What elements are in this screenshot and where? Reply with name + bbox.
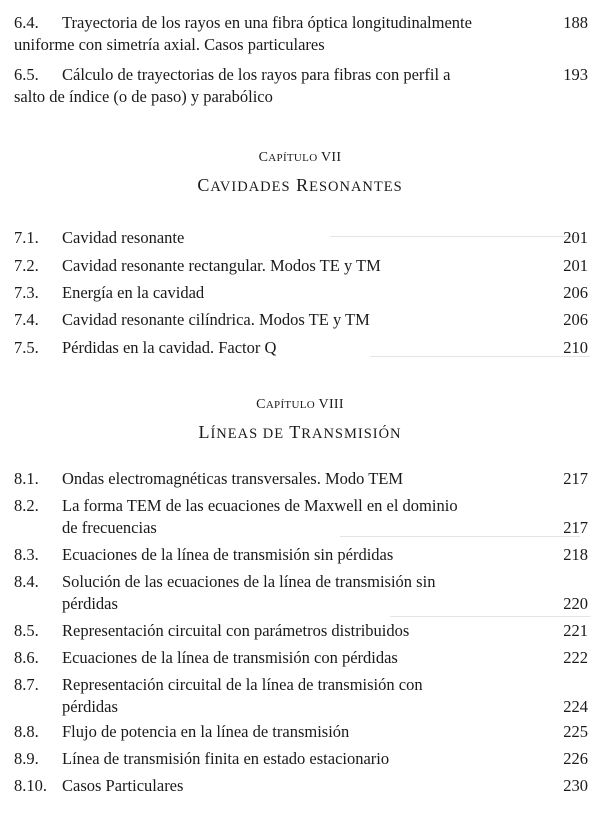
entry-page: 217 bbox=[563, 469, 588, 488]
chapter-vii-label: CAPÍTULO VII bbox=[258, 150, 342, 165]
entry-number: 7.1. bbox=[14, 228, 39, 247]
entry-title: Ecuaciones de la línea de transmisión sin pérdidas bbox=[62, 545, 394, 564]
entry-page: 210 bbox=[563, 338, 588, 357]
entry-title: Energía en la cavidad bbox=[62, 283, 205, 302]
entry-title: Representación circuital con parámetros distribuidos bbox=[62, 621, 410, 640]
entry-title: Representación circuital de la línea de transmisión con pérdidas bbox=[62, 675, 423, 716]
entry-number: 8.9. bbox=[14, 749, 39, 768]
entry-number: 8.10. bbox=[14, 776, 47, 795]
entry-page: 222 bbox=[563, 648, 588, 667]
entry-title: Trayectoria de los rayos en una fibra óptica longitudinalmente uniforme con simetría axial. Casos particulares bbox=[14, 13, 472, 54]
entry-number: 6.5. bbox=[14, 65, 39, 84]
entry-page: 201 bbox=[563, 256, 588, 275]
entry-page: 217 bbox=[563, 518, 588, 537]
entry-number: 7.2. bbox=[14, 256, 39, 275]
chapter-viii-label: CAPÍTULO VIII bbox=[256, 397, 344, 412]
entry-title: Cavidad resonante rectangular. Modos TE y TM bbox=[62, 256, 381, 275]
entry-number: 8.6. bbox=[14, 648, 39, 667]
entry-title: Cálculo de trayectorias de los rayos para fibras con perfil a salto de índice (o de paso) y parabólico bbox=[14, 65, 451, 106]
entry-title: Flujo de potencia en la línea de transmisión bbox=[62, 722, 350, 741]
entry-page: 218 bbox=[563, 545, 588, 564]
entry-title: Cavidad resonante bbox=[62, 228, 185, 247]
entry-number: 6.4. bbox=[14, 13, 39, 32]
entry-number: 7.5. bbox=[14, 338, 39, 357]
entry-title: Ecuaciones de la línea de transmisión con pérdidas bbox=[62, 648, 398, 667]
entry-page: 224 bbox=[563, 697, 588, 716]
entry-number: 7.4. bbox=[14, 310, 39, 329]
chapter-vii-title: CAVIDADES RESONANTES bbox=[197, 175, 403, 195]
entry-number: 8.3. bbox=[14, 545, 39, 564]
entry-page: 226 bbox=[563, 749, 588, 768]
entry-number: 8.2. bbox=[14, 496, 39, 515]
entry-page: 193 bbox=[563, 65, 588, 84]
entry-number: 8.1. bbox=[14, 469, 39, 488]
entry-number: 8.7. bbox=[14, 675, 39, 694]
entry-page: 230 bbox=[563, 776, 588, 795]
entry-title: Pérdidas en la cavidad. Factor Q bbox=[62, 338, 277, 357]
entry-title: La forma TEM de las ecuaciones de Maxwell en el dominio de frecuencias bbox=[62, 496, 458, 537]
entry-page: 188 bbox=[563, 13, 588, 32]
entry-number: 8.5. bbox=[14, 621, 39, 640]
entry-page: 220 bbox=[563, 594, 588, 613]
entry-number: 8.8. bbox=[14, 722, 39, 741]
entry-title: Solución de las ecuaciones de la línea de transmisión sin pérdidas bbox=[62, 572, 436, 613]
entry-number: 8.4. bbox=[14, 572, 39, 591]
entry-page: 206 bbox=[563, 310, 588, 329]
entry-title: Línea de transmisión finita en estado estacionario bbox=[62, 749, 390, 768]
entry-title: Casos Particulares bbox=[62, 776, 184, 795]
entry-page: 221 bbox=[563, 621, 588, 640]
chapter-viii-title: LÍNEAS DE TRANSMISIÓN bbox=[198, 422, 402, 442]
entry-title: Cavidad resonante cilíndrica. Modos TE y TM bbox=[62, 310, 370, 329]
entry-title: Ondas electromagnéticas transversales. Modo TEM bbox=[62, 469, 404, 488]
entry-page: 225 bbox=[563, 722, 588, 741]
entry-number: 7.3. bbox=[14, 283, 39, 302]
entry-page: 201 bbox=[563, 228, 588, 247]
entry-page: 206 bbox=[563, 283, 588, 302]
